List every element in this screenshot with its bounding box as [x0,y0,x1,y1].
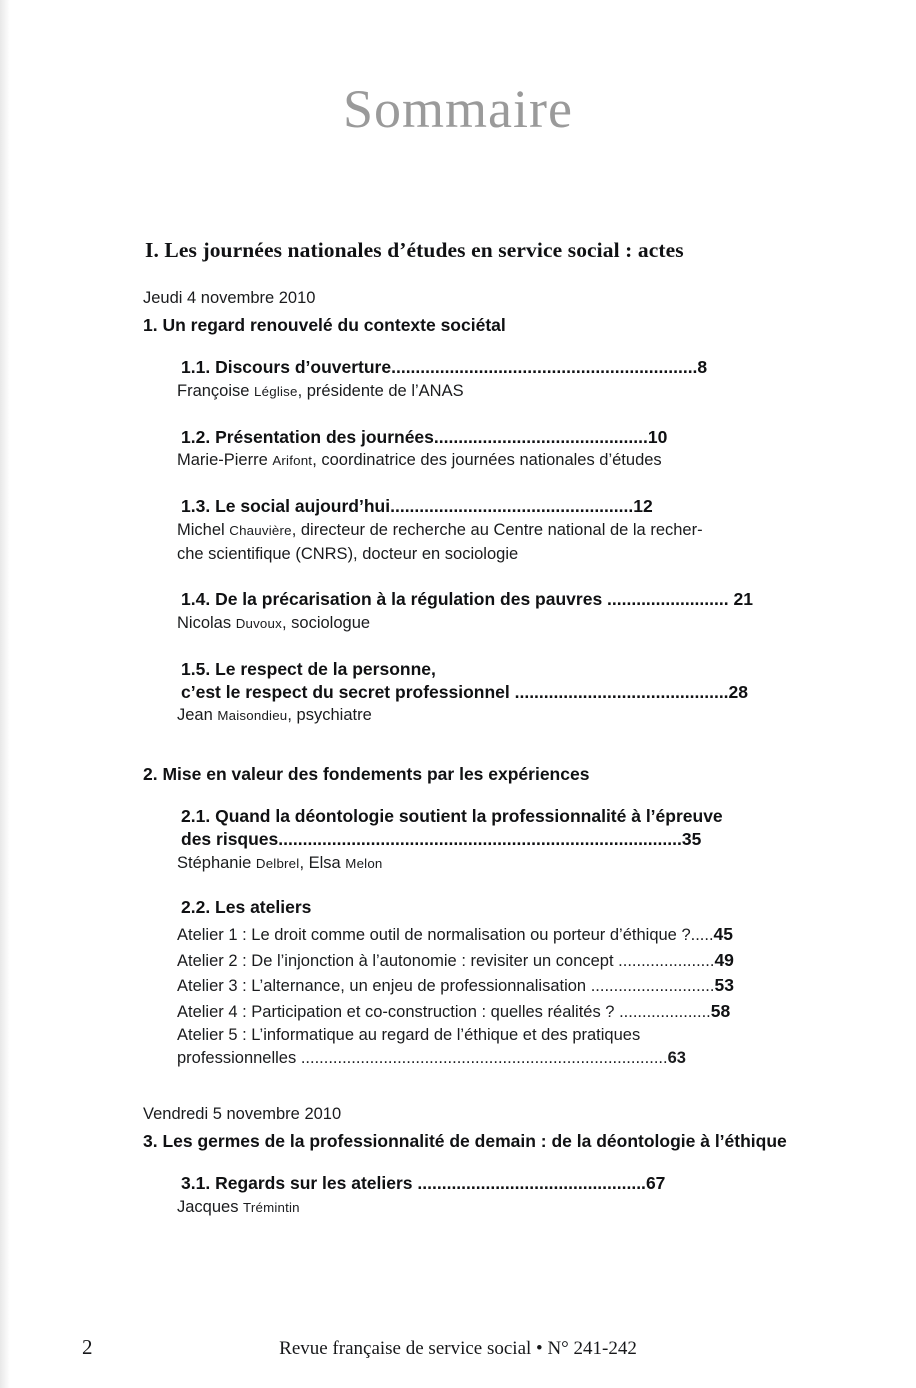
leader-dots: ............................................ [509,681,729,702]
atelier-item: Atelier 3 : L’alternance, un enjeu de professionnalisation ...........................53 [177,975,734,996]
page-number: 2 [82,1335,93,1359]
toc-entry-authors: Stéphanie Delbrel, Elsa Melon [177,853,383,872]
toc-entry-page: 21 [733,589,753,610]
leader-dots: ................................................................................ [300,1049,668,1068]
toc-entry-ateliers [143,897,791,1071]
toc-entry-page: 12 [633,496,653,517]
leader-dots: ........................... [590,977,715,996]
ateliers-heading: 2.2. Les ateliers [181,897,312,918]
toc-entry-authors: Jean Maisondieu, psychiatre [177,706,372,725]
atelier-page: 49 [714,949,734,970]
toc-entry [143,356,791,403]
smallcaps-name: Trémintin [243,1199,300,1215]
part-heading: I. Les journées nationales d’études en service social : actes [145,238,684,262]
atelier-item: Atelier 1 : Le droit comme outil de normalisation ou porteur d’éthique ?.....45 [177,924,734,945]
leader-dots: ......................... [602,589,729,610]
smallcaps-name: Melon [345,855,383,871]
toc-entry-authors-line2: che scientifique (CNRS), docteur en sociologie [177,544,519,563]
section-heading-3: 3. Les germes de la professionnalité de demain : de la déontologie à l’éthique [143,1130,787,1151]
toc-entry-title: 1.3. Le social aujourd’hui..................................................12 [181,496,653,517]
toc-entry-authors: Françoise Léglise, présidente de l’ANAS [177,381,464,400]
section-heading-1: 1. Un regard renouvelé du contexte sociétal [143,315,506,335]
toc-entry-title: 1.2. Présentation des journées............................................10 [181,426,668,447]
toc-entry-page: 10 [647,426,668,447]
smallcaps-name: Delbrel [255,855,300,871]
day-date-1: Jeudi 4 novembre 2010 [143,289,316,307]
toc-entry-title: 1.1. Discours d’ouverture...............................................................8 [181,357,708,377]
atelier-page: 58 [710,1000,731,1021]
page-edge-shadow [0,0,10,1388]
toc-entry [143,588,791,635]
leader-dots: ............................................ [433,426,648,447]
toc-entry [143,658,791,727]
toc-entry-authors: Marie-Pierre Arifont, coordinatrice des journées nationales d’études [177,451,662,470]
smallcaps-name: Arifont [272,453,313,469]
leader-dots: .................................................. [390,496,634,517]
leader-dots: ..... [690,926,714,945]
page-footer [0,1338,916,1360]
page-title: Sommaire [343,79,573,139]
toc-entry-title-line2: des risques...................................................................................35 [181,828,702,849]
atelier-item: Atelier 2 : De l’injonction à l’autonomie : revisiter un concept .....................49 [177,949,734,970]
atelier-item: Atelier 5 : L’informatique au regard de l’éthique et des pratiques [177,1026,641,1045]
table-of-contents [143,238,791,1241]
toc-entry-page: 35 [681,828,702,849]
atelier-item: Atelier 4 : Participation et co-construction : quelles réalités ? ....................58 [177,1000,731,1021]
section-heading-2: 2. Mise en valeur des fondements par les expériences [143,764,590,785]
toc-entry [143,426,791,473]
smallcaps-name: Chauvière [229,522,292,538]
leader-dots: ..................... [618,951,715,970]
atelier-item-continuation: professionnelles ................................................................................63 [177,1049,686,1068]
footer-text: Revue française de service social • N° 241-242 [279,1338,637,1359]
atelier-page: 53 [714,975,734,996]
toc-entry-page: 67 [645,1172,666,1193]
toc-entry [143,495,791,565]
toc-entry-title-line2: c’est le respect du secret professionnel ............................................28 [181,681,749,702]
toc-entry-title: 3.1. Regards sur les ateliers ...............................................67 [181,1172,666,1193]
leader-dots: ................................................................................... [278,828,682,849]
toc-entry-page: 8 [697,357,708,377]
toc-entry-authors: Michel Chauvière, directeur de recherche au Centre national de la recher- [177,520,703,539]
toc-entry-title: 1.5. Le respect de la personne, [181,658,436,679]
smallcaps-name: Duvoux [235,616,282,632]
toc-entry [143,805,791,874]
leader-dots: .................... [619,1002,711,1021]
toc-entry-authors: Jacques Trémintin [177,1197,300,1216]
smallcaps-name: Léglise [254,383,298,399]
toc-entry [143,1172,791,1219]
toc-entry-page: 28 [728,681,749,702]
leader-dots: ............................................... [417,1172,646,1193]
toc-entry-authors: Nicolas Duvoux, sociologue [177,614,371,633]
leader-dots: ............................................................... [391,357,698,377]
toc-entry-title: 2.1. Quand la déontologie soutient la professionnalité à l’épreuve [181,806,723,827]
atelier-page: 63 [667,1049,686,1068]
atelier-page: 45 [713,924,734,945]
day-date-2: Vendredi 5 novembre 2010 [143,1104,342,1123]
toc-entry-title: 1.4. De la précarisation à la régulation des pauvres ......................... 21 [181,589,753,610]
smallcaps-name: Maisondieu [217,708,288,724]
